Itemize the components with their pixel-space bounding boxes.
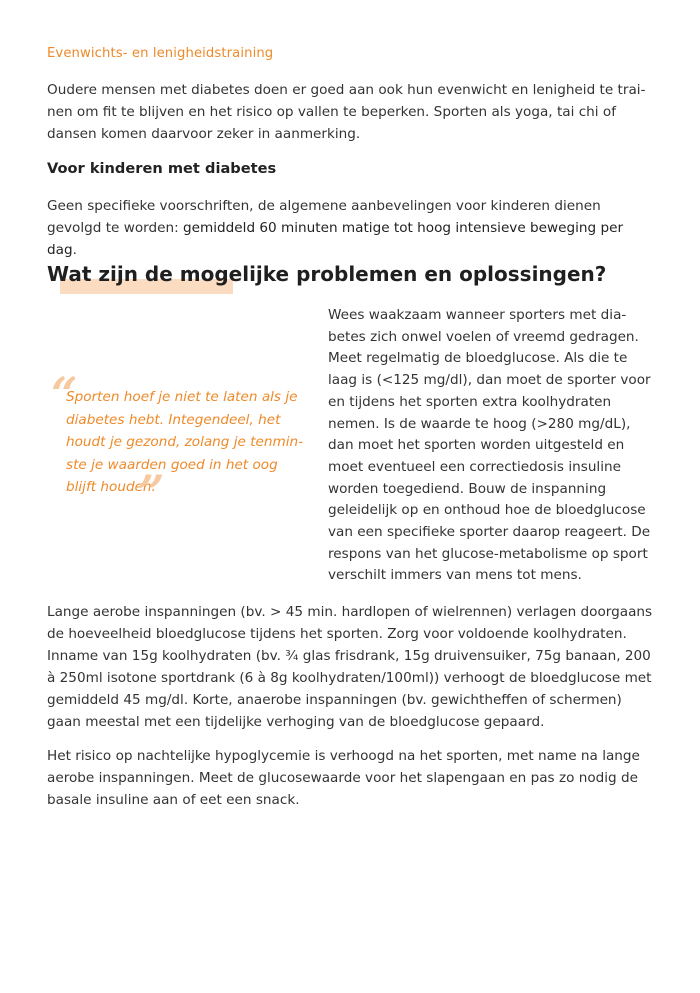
night-hypoglycemia-paragraph: Het risico op nachtelijke hypoglycemie is verhoogd na het sporten, met name na lange aerobe inspanningen. Meet de glucosewaarde voor het slapengaan en pas zo nodig de basale insuline aan of eet een snack.: [47, 748, 640, 808]
children-paragraph: [47, 195, 653, 261]
right-column-paragraph: Wees waakzaam wanneer sporters met dia-betes zich onwel voelen of vreemd gedragen. Meet regelmatig de bloedglucose. Als die te laag is (<125 mg/dl), dan moet de sporter voor en tijdens het sporten extra koolhydraten nemen. Is de waarde te hoog (>280 mg/dL), dan moet het sporten worden uitgesteld en moet eventueel een correctiedosis insuline worden toegediend. Bouw de inspanning geleidelijk op en onthoud hoe de bloedglucose van een specifieke sporter daarop reageert. De respons van het glucose-metabolisme op sport verschilt immers van mens tot mens.: [328, 307, 651, 584]
children-paragraph-emphasis: gemiddeld 60 minuten matige tot hoog intensieve beweging per dag: [47, 220, 624, 258]
pull-quote-text: Sporten hoef je niet te laten als je diabetes hebt. Integendeel, het houdt je gezond, zolang je tenmin-ste je waarden goed in het oog blijft houden.: [66, 389, 304, 495]
close-quote-mark: ”: [138, 465, 165, 519]
open-quote-mark: “: [51, 367, 78, 421]
balance-training-paragraph: Oudere mensen met diabetes doen er goed aan ook hun evenwicht en lenigheid te trai-nen om fit te blijven en het risico op vallen te beperken. Sporten als yoga, tai chi of dansen komen daarvoor zeker in aanmerking.: [47, 82, 646, 142]
children-heading: Voor kinderen met diabetes: [47, 160, 277, 177]
children-paragraph-end: .: [72, 242, 77, 258]
children-paragraph-intro: Geen specifieke voorschriften, de algemene aanbevelingen voor kinderen dienen gevolgd te worden:: [47, 198, 601, 236]
pull-quote: [51, 367, 307, 519]
aerobic-paragraph: Lange aerobe inspanningen (bv. > 45 min. hardlopen of wielrennen) verlagen doorgaans de hoeveelheid bloedglucose tijdens het sporten. Zorg voor voldoende koolhydraten. Inname van 15g koolhydraten (bv. ¾ glas frisdrank, 15g druivensuiker, 75g banaan, 200 à 250ml isotone sportdrank (6 à 8g koolhydraten/100ml)) verhoogt de bloedglucose met gemiddeld 45 mg/dl. Korte, anaerobe inspanningen (bv. gewichtheffen of schermen) gaan meestal met een tijdelijke verhoging van de bloedglucose gepaard.: [47, 604, 653, 730]
problems-heading: Wat zijn de mogelijke problemen en oplossingen?: [47, 262, 607, 286]
balance-training-heading: Evenwichts- en lenigheidstraining: [47, 46, 274, 61]
